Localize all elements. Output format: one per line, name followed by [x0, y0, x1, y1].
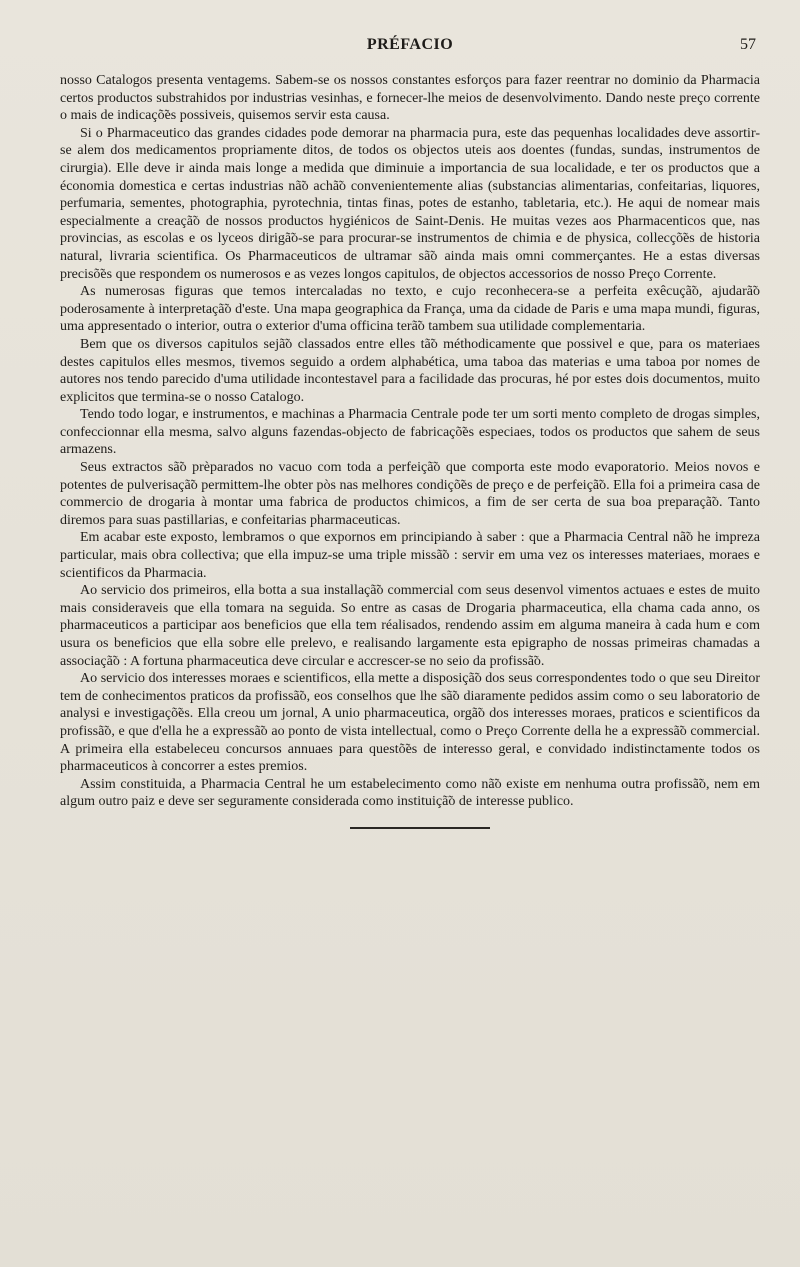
- paragraph: Tendo todo logar, e instrumentos, e machinas a Pharmacia Centrale pode ter um sorti mento completo de drogas simples, confeccionnar ella mesma, salvo alguns fazendas-objecto de fabricaçõ̃es especiaes, todos os productos que sahem de seus armazens.: [60, 407, 760, 458]
- paragraph: Bem que os diversos capitulos sejã̃o classados entre elles tã̃o méthodicamente que possivel e que, para os materiaes destes capitulos elles mesmos, tivemos seguido a ordem alphabética, uma taboa das materias e uma taboa por nomes de autores nos tendo parecido d'uma utilidade incontestavel para a facilidade das procuras, hé por estes dois documentos, muito explicitos que termina-se o nosso Catalogo.: [60, 336, 760, 405]
- paragraph: Ao servicio dos primeiros, ella botta a sua installaçã̃o commercial com seus desenvol vimentos actuaes e estes de muito mais consideraveis que ella tomara na seguida. So entre as casas de Drogaria pharmaceutica, ella chama cada anno, os pharmaceuticos a participar aos beneficios que ella tem réalisados, rendendo assim em alguma maneira à cada hum e com usura os beneficios que ella sobre elle prelevo, e realisando largamente esta epigrapho de nossas primeiras chamadas a associaçã̃o : A fortuna pharmaceutica deve circular e accrescer-se no seio da profissã̃o.: [60, 583, 760, 669]
- running-header: [60, 36, 760, 62]
- paragraph: Seus extractos sã̃o prèparados no vacuo com toda a perfeiçã̃o que comporta este modo evaporatorio. Meios novos e potentes de pulverisaçã̃o permittem-lhe obter pòs nas melhores condiçõ̃es de preço e de perfeiçã̃o. Ella foi a primeira casa de commercio de drogaria à montar uma fabrica de productos chimicos, a fim de ser certa de sua boa preparaçã̃o. Tanto diremos para suas pastillarias, e confeitarias pharmaceuticas.: [60, 460, 760, 528]
- paragraph: Si o Pharmaceutico das grandes cidades pode demorar na pharmacia pura, este das pequenhas localidades deve assortir-se alem dos medicamentos propriamente ditos, de todos os objectos uteis aos doentes (fundas, sundas, instrumentos de cirurgia). Elle deve ir ainda mais longe a medida que diminuie a importancia de sua localidade, e ter os productos que a économia domestica e certas industrias nã̃o achã̃o convenientemente alias (substancias alimentarias, confeitarias, liquores, perfumaria, sementes, photographia, pyrotechnia, tintas finas, potes de estanho, tabletaria, etc.). He aqui de nomear mais especialmente a creaçã̃o de nossos productos hygiénicos de Saint-Denis. He muitas vezes aos Pharmacenticos que, nas provincias, as escolas e os lyceos dirigã̃o-se para procurar-se instrumentos de chimia e de physica, collecçõ̃es de historia natural, livraria scientifica. Os Pharmaceuticos de ultramar sã̃o ainda mais omni commerçantes. He a estas diversas precisõ̃es que respondem os numerosos e as vezes longos capitulos, de objectos accessorios de nosso Preço Corrente.: [60, 125, 760, 282]
- paragraph: nosso Catalogos presenta ventagems. Sabem-se os nossos constantes esforços para fazer reentrar no dominio da Pharmacia certos productos substrahidos por industrias vesinhas, e fornecer-lhe meios de desenvolvimento. Dando neste preço corrente o mais de indicaçõ̃es possiveis, quisemos servir esta causa.: [60, 73, 760, 124]
- page-title: PRÉFACIO: [366, 36, 454, 53]
- page-number: 57: [740, 36, 756, 53]
- paragraph: Assim constituida, a Pharmacia Central he um estabelecimento como nã̃o existe em nenhuma outra profissã̃o, nem em algum outro paiz e deve ser seguramente considerada como instituiçã̃o de interesse publico.: [60, 776, 760, 810]
- paragraph: Em acabar este exposto, lembramos o que expornos em principiando à saber : que a Pharmacia Central nã̃o he impreza particular, mais obra collectiva; que ella impuz-se uma triple missã̃o : servir em uma vez os interesses materiaes, moraes e scientificos da Pharmacia.: [60, 530, 760, 581]
- body-text: [60, 72, 760, 811]
- paragraph: As numerosas figuras que temos intercaladas no texto, e cujo reconhecera-se a perfeita exêcuçã̃o, ajudarã̃o poderosamente à interpretaçã̃o d'este. Una mapa geographica da França, uma da cidade de Paris e uma mapa mundi, figuras, uma appresentado o interior, outra o exterior d'uma officina terã̃o tambem sua utilidade complementaria.: [60, 284, 760, 335]
- paragraph: Ao servicio dos interesses moraes e scientificos, ella mette a disposiçã̃o dos seus correspondentes todo o que seu Direitor tem de conhecimentos praticos da profissã̃o, eos conselhos que lhe sã̃o diaramente pedidos assim como o seu laboratorio de analysi e investigaçõ̃es. Ella creou um jornal, A unio pharmaceutica, orgã̃o dos interesses moraes, praticos e scientificos da profissã̃o, e que d'ella he a expressã̃o ao ponto de vista intellectual, como o Preço Corrente della he a expressã̃o commercial. A primeira ella estabeleceu concursos annuaes para questõ̃es de interesso geral, e convidado indistinctamente todos os pharmaceuticos à concorrer a estes premios.: [60, 671, 760, 775]
- closing-rule: [350, 827, 490, 829]
